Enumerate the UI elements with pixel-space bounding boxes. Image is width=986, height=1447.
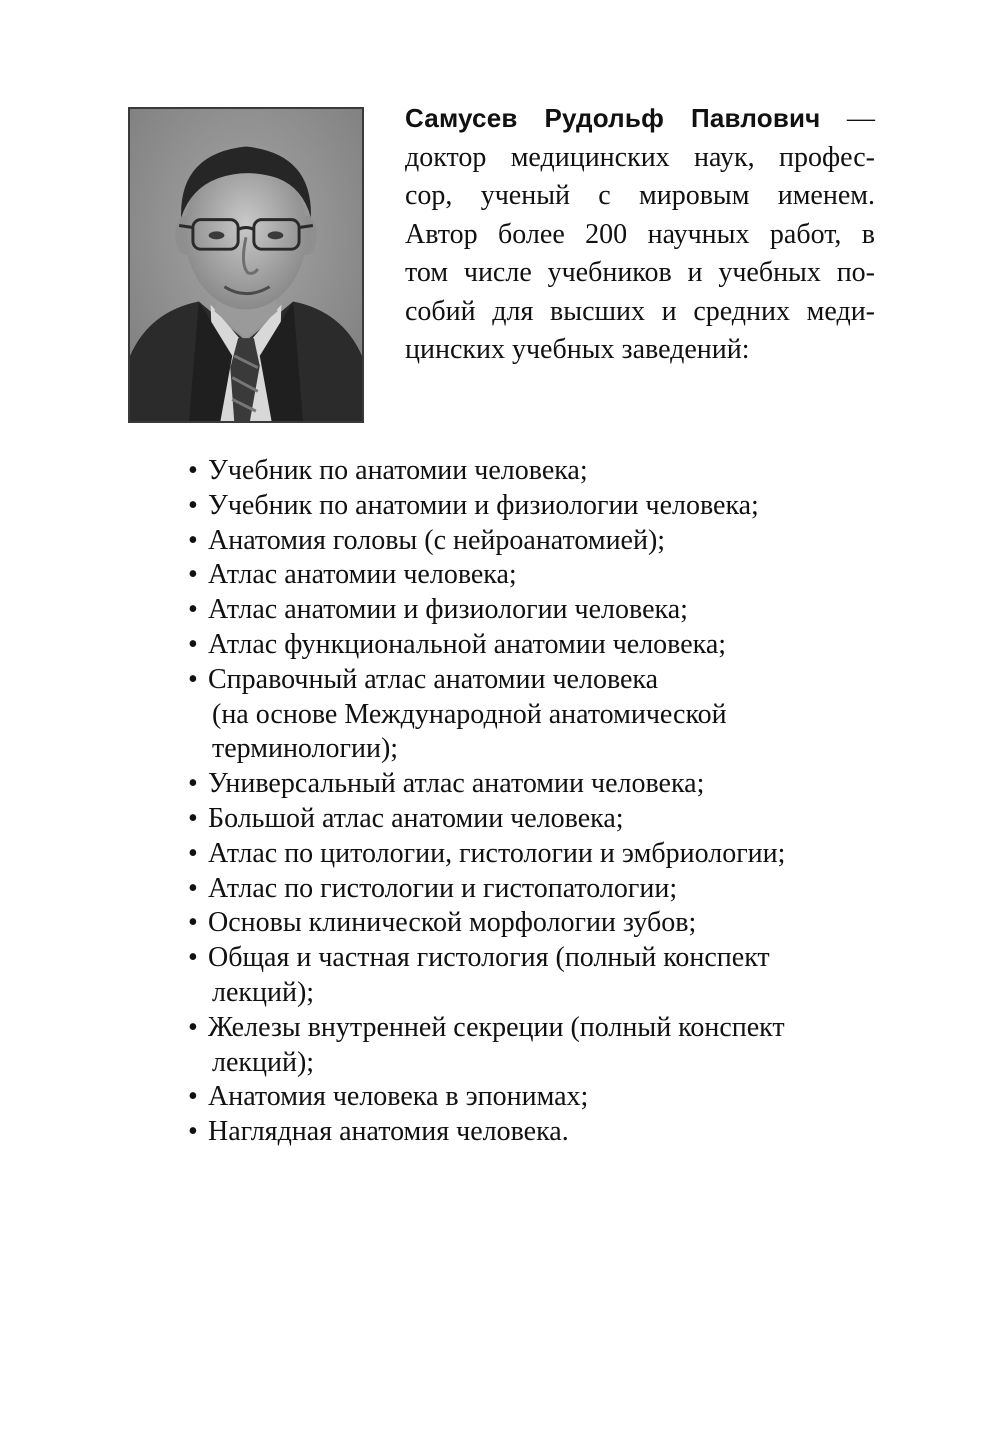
- bullet-icon: •: [188, 1116, 198, 1148]
- portrait-image: [130, 109, 362, 421]
- bullet-icon: •: [188, 559, 198, 591]
- bullet-icon: •: [188, 1081, 198, 1113]
- work-title: Учебник по анатомии и физиологии человека;: [208, 489, 759, 521]
- work-title-continuation: терминологии);: [212, 733, 399, 765]
- work-title: Железы внутренней секреции (полный конспект: [208, 1011, 785, 1043]
- works-list: [186, 454, 886, 1150]
- bullet-icon: •: [188, 802, 198, 834]
- work-title: Атлас анатомии и физиологии человека;: [208, 594, 688, 626]
- bio-line: собий для высших и средних меди-: [405, 295, 875, 327]
- works-list-item: [186, 837, 886, 872]
- bio-line: цинских учебных заведений:: [405, 334, 750, 365]
- works-list-item: [186, 767, 886, 802]
- works-list-item: [186, 1011, 886, 1081]
- work-title-continuation: лекций);: [212, 1046, 315, 1078]
- bullet-icon: •: [188, 942, 198, 974]
- bullet-icon: •: [188, 663, 198, 695]
- work-title: Анатомия человека в эпонимах;: [208, 1081, 589, 1113]
- bullet-icon: •: [188, 524, 198, 556]
- bio-line: Автор более 200 научных работ, в: [405, 218, 875, 250]
- work-title: Атлас по цитологии, гистологии и эмбриологии;: [208, 837, 786, 869]
- works-list-item: [186, 454, 886, 489]
- work-title: Общая и частная гистология (полный конспект: [208, 942, 770, 974]
- work-title: Универсальный атлас анатомии человека;: [208, 768, 705, 800]
- bullet-icon: •: [188, 594, 198, 626]
- bio-line: сор, ученый с мировым именем.: [405, 180, 875, 211]
- author-photo: [128, 107, 364, 423]
- work-title: Атлас по гистологии и гистопатологии;: [208, 872, 678, 904]
- work-title: Учебник по анатомии человека;: [208, 455, 588, 486]
- work-title: Справочный атлас анатомии человека: [208, 663, 659, 695]
- work-title-continuation: (на основе Международной анатомической: [212, 698, 727, 730]
- author-bio: [405, 99, 875, 370]
- bullet-icon: •: [188, 837, 198, 869]
- works-list-item: [186, 489, 886, 524]
- works-list-item: [186, 802, 886, 837]
- work-title: Наглядная анатомия человека.: [208, 1116, 569, 1148]
- work-title: Большой атлас анатомии человека;: [208, 802, 624, 834]
- bullet-icon: •: [188, 628, 198, 660]
- bio-line: том числе учебников и учебных по-: [405, 257, 875, 288]
- works-list-item: [186, 872, 886, 907]
- works-list-item: [186, 906, 886, 941]
- works-list-item: [186, 1115, 886, 1150]
- bullet-icon: •: [188, 907, 198, 939]
- work-title: Атлас функциональной анатомии человека;: [208, 628, 727, 660]
- bio-first-line: [405, 99, 875, 139]
- work-title: Анатомия головы (с нейроанатомией);: [208, 524, 666, 556]
- bullet-icon: •: [188, 455, 198, 486]
- bullet-icon: •: [188, 489, 198, 521]
- work-title: Основы клинической морфологии зубов;: [208, 907, 697, 939]
- bullet-icon: •: [188, 1011, 198, 1043]
- works-list-item: [186, 593, 886, 628]
- work-title-continuation: лекций);: [212, 976, 315, 1008]
- works-list-item: [186, 663, 886, 767]
- works-list-item: [186, 558, 886, 593]
- works-list-item: [186, 628, 886, 663]
- works-list-item: [186, 524, 886, 559]
- bullet-icon: •: [188, 872, 198, 904]
- work-title: Атлас анатомии человека;: [208, 559, 517, 591]
- author-name: Самусев Рудольф Павлович: [405, 103, 821, 133]
- bio-line: доктор медицинских наук, профес-: [405, 141, 875, 173]
- works-list-item: [186, 1080, 886, 1115]
- bullet-icon: •: [188, 768, 198, 800]
- works-list-item: [186, 941, 886, 1011]
- em-dash: —: [847, 103, 875, 134]
